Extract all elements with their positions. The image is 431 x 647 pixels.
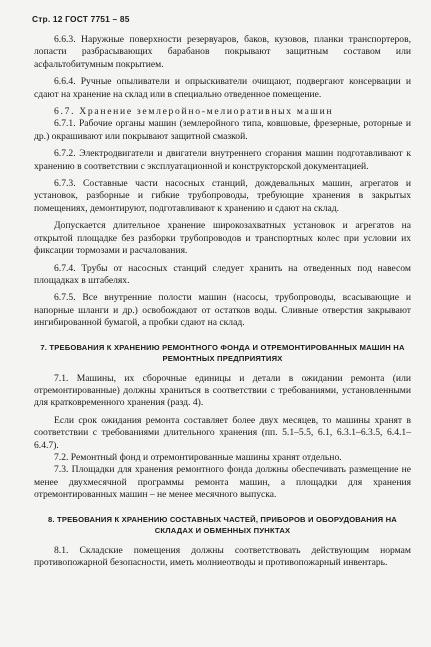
paragraph-6-7-4: 6.7.4. Трубы от насосных станций следует хранить на отведенных под навесом площадках в штабелях.	[34, 262, 411, 286]
section-7-heading: 7. ТРЕБОВАНИЯ К ХРАНЕНИЮ РЕМОНТНОГО ФОНДА И ОТРЕМОНТИРОВАННЫХ МАШИН НА РЕМОНТНЫХ ПРЕДПРИЯТИЯХ	[40, 342, 405, 363]
paragraph-7-2: 7.2. Ремонтный фонд и отремонтированные машины хранят отдельно.	[54, 451, 342, 463]
section-8-heading: 8. ТРЕБОВАНИЯ К ХРАНЕНИЮ СОСТАВНЫХ ЧАСТЕЙ, ПРИБОРОВ И ОБОРУДОВАНИЯ НА СКЛАДАХ И ОБМЕННЫХ ПУНКТАХ	[48, 514, 397, 535]
paragraph-6-6-4: 6.6.4. Ручные опыливатели и опрыскиватели очищают, подвергают консервации и сдают на хранение на склад или в специально отведенное помещение.	[34, 76, 411, 100]
paragraph-6-6-3: 6.6.3. Наружные поверхности резервуаров, баков, кузовов, планки транспортеров, лопасти разбрасывающих барабанов покрывают защитным составом или асфальтобитумным покрытием.	[34, 34, 411, 70]
section-6-7-title: 6.7. Хранение землеройно-мелиоративных машин	[54, 106, 334, 118]
paragraph-6-7-3-note: Допускается длительное хранение широкозахватных установок и агрегатов на открытой площадке без разборки трубопроводов и транспортных колес при условии их фиксации тормозами и расчалования.	[34, 220, 411, 257]
paragraph-7-1: 7.1. Машины, их сборочные единицы и детали в ожидании ремонта (или отремонтированные) должны храниться в соответствии с требованиями, установленными для кратковременного хранения (разд. 4).	[34, 372, 411, 409]
page-header: Стр. 12 ГОСТ 7751 – 85	[32, 14, 130, 24]
paragraph-7-3: 7.3. Площадки для хранения ремонтного фонда должны обеспечивать размещение не менее двухмесячной программы ремонта машин, а площадки для хранения отремонтированных машин – не менее месячного выпуска.	[34, 464, 411, 501]
paragraph-6-7-5: 6.7.5. Все внутренние полости машин (насосы, трубопроводы, всасывающие и напорные шланги и др.) освобождают от остатков воды. Сливные отверстия закрывают ингибированной бумагой, а пробки сдают на склад.	[34, 292, 411, 329]
paragraph-6-7-1: 6.7.1. Рабочие органы машин (землеройного типа, ковшовые, фрезерные, роторные и др.) окрашивают или покрывают защитной смазкой.	[34, 118, 411, 142]
paragraph-7-1-note: Если срок ожидания ремонта составляет более двух месяцев, то машины хранят в соответствии с требованиями длительного хранения (пп. 5.1–5.5, 6.1, 6.3.1–6.3.5, 6.4.1–6.4.7).	[34, 414, 411, 451]
paragraph-6-7-2: 6.7.2. Электродвигатели и двигатели внутреннего сгорания машин подготавливают к хранению в соответствии с эксплуатационной и конструкторской документацией.	[34, 148, 411, 172]
paragraph-8-1: 8.1. Складские помещения должны соответствовать действующим нормам противопожарной безопасности, иметь молниеотводы и противопожарный инвентарь.	[34, 544, 411, 568]
paragraph-6-7-3: 6.7.3. Составные части насосных станций, дождевальных машин, агрегатов и установок, разборные и гибкие трубопроводы, требующие хранения в закрытых помещениях, демонтируют, подготавливают к хранению и сдают на склад.	[34, 178, 411, 214]
